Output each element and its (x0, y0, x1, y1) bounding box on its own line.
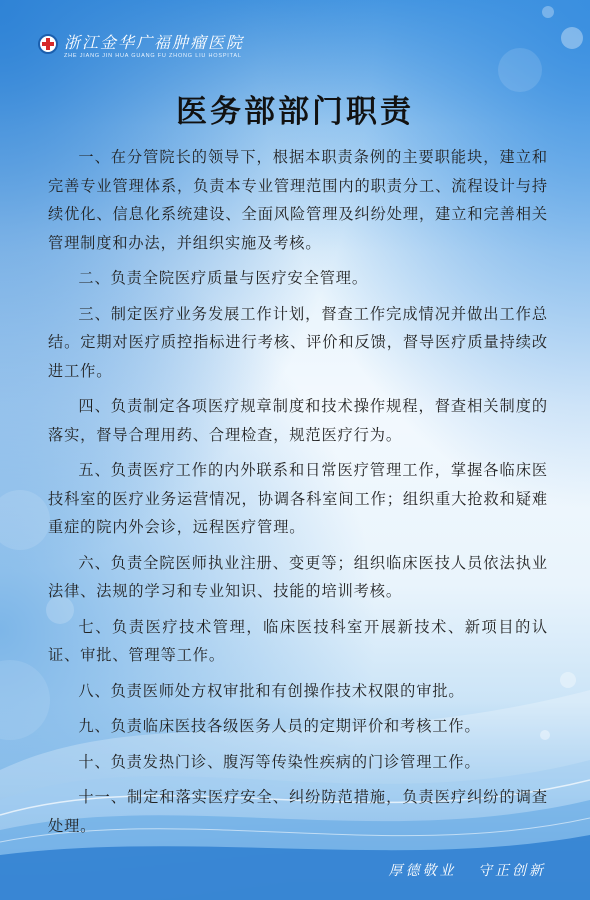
page-title: 医务部部门职责 (176, 94, 414, 130)
hospital-logo (38, 34, 244, 60)
duty-item-1: 一、在分管院长的领导下，根据本职责条例的主要职能块，建立和完善专业管理体系，负责本专业管理范围内的职责分工、流程设计与持续优化、信息化系统建设、全面风险管理及纠纷处理，建立和完善相关管理制度和办法，并组织实施及考核。 (48, 148, 548, 252)
duty-item-7: 七、负责医疗技术管理，临床医技科室开展新技术、新项目的认证、审批、管理等工作。 (48, 617, 548, 664)
duty-item-6: 六、负责全院医师执业注册、变更等；组织临床医技人员依法执业法律、法规的学习和专业知识、技能的培训考核。 (48, 553, 548, 600)
duty-item-11: 十一、制定和落实医疗安全、纠纷防范措施，负责医疗纠纷的调查处理。 (48, 788, 548, 835)
duty-item-3: 三、制定医疗业务发展工作计划，督查工作完成情况并做出工作总结。定期对医疗质控指标进行考核、评价和反馈，督导医疗质量持续改进工作。 (48, 304, 548, 380)
hospital-name: 浙江金华广福肿瘤医院 (64, 33, 245, 52)
duty-item-8: 八、负责医师处方权审批和有创操作技术权限的审批。 (78, 681, 465, 700)
duty-item-10: 十、负责发热门诊、腹泻等传染性疾病的门诊管理工作。 (78, 752, 481, 771)
duties-list (48, 143, 548, 847)
duty-item-2: 二、负责全院医疗质量与医疗安全管理。 (78, 269, 368, 287)
footer-motto: 厚德敬业 守正创新 (388, 863, 546, 879)
duty-item-5: 五、负责医疗工作的内外联系和日常医疗管理工作，掌握各临床医技科室的医疗业务运营情况，协调各科室间工作；组织重大抢救和疑难重症的院内外会诊，远程医疗管理。 (48, 461, 548, 536)
duty-item-4: 四、负责制定各项医疗规章制度和技术操作规程，督查相关制度的落实，督导合理用药、合理检查，规范医疗行为。 (48, 397, 548, 444)
hospital-cross-icon (38, 34, 58, 54)
duty-item-9: 九、负责临床医技各级医务人员的定期评价和考核工作。 (78, 717, 481, 735)
hospital-pinyin: ZHE JIANG JIN HUA GUANG FU ZHONG LIU HOSPITAL (64, 53, 242, 59)
